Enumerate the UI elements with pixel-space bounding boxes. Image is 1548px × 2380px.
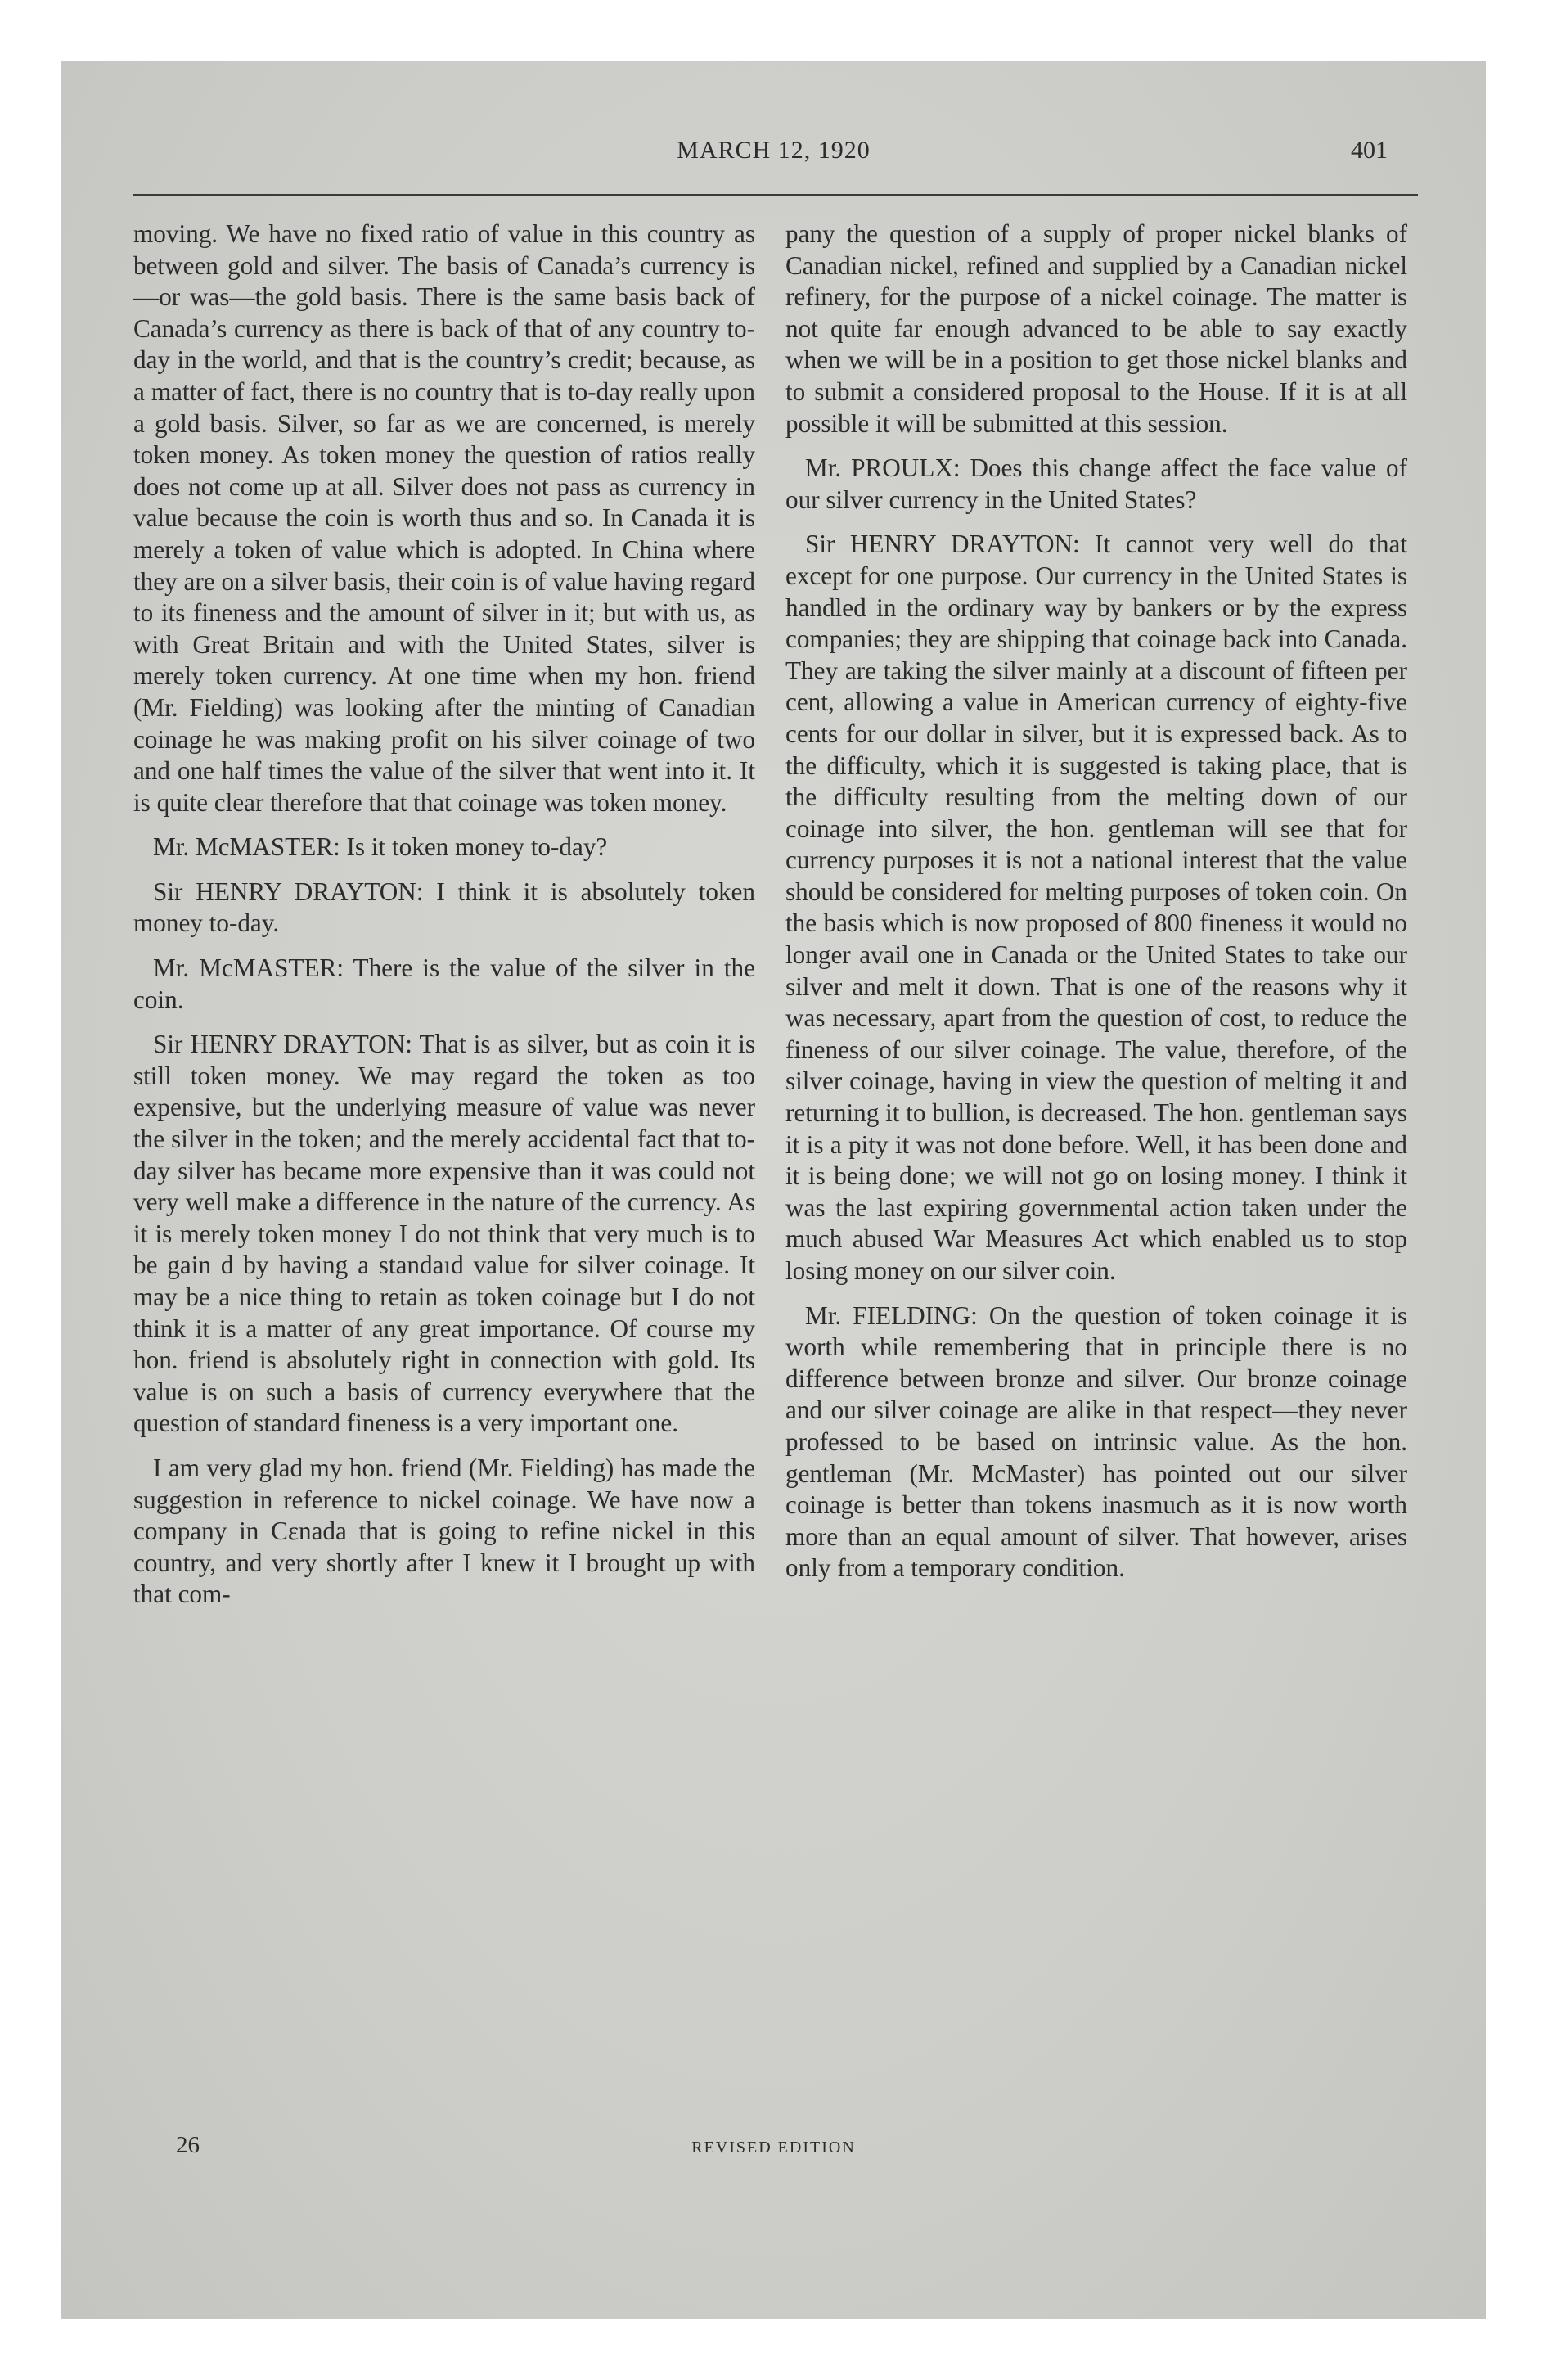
paragraph: Sir HENRY DRAYTON: It cannot very well do that except for one purpose. Our currency in the United States is handled in the ordinary way by bankers or by the express companies; they are shipping that coinage back into Canada. They are taking the silver mainly at a discount of fifteen per cent, allowing a value in American currency of eighty-five cents for our dollar in silver, but it is expressed back. As to the difficulty, which it is suggested is taking place, that is the difficulty resulting from the melting down of our coinage into silver, the hon. gentleman will see that for currency purposes it is not a national interest that the value should be considered for melting purposes of token coin. On the basis which is now proposed of 800 fineness it would no longer avail one in Canada or the United States to take our silver and melt it down. That is one of the reasons why it was necessary, apart from the question of cost, to reduce the fineness of our silver coinage. The value, therefore, of the silver coinage, having in view the question of melting it and returning it to bullion, is decreased. The hon. gentleman says it is a pity it was not done before. Well, it has been done and it is being done; we will not go on losing money. I think it was the last expiring governmental action taken under the much abused War Measures Act which enabled us to stop losing money on our silver coin. bbox=[785, 530, 1407, 1285]
paragraph: moving. We have no fixed ratio of value in this country as between gold and silver. The basis of Canada’s currency is—or was—the gold basis. There is the same basis back of Canada’s currency as there is back of that of any country to-day in the world, and that is the country’s credit; because, as a matter of fact, there is no country that is to-day really upon a gold basis. Silver, so far as we are concerned, is merely token money. As token money the question of ratios really does not come up at all. Silver does not pass as currency in value because the coin is worth thus and so. In Canada it is merely a token of value which is adopted. In China where they are on a silver basis, their coin is of value having regard to its fineness and the amount of silver in it; but with us, as with Great Britain and with the United States, silver is merely token currency. At one time when my hon. friend (Mr. Fielding) was looking after the minting of Canadian coinage he was making profit on his silver coinage of two and one half times the value of the silver that went into it. It is quite clear therefore that that coinage was token money. bbox=[133, 219, 755, 817]
right-column bbox=[785, 219, 1407, 1598]
header-rule bbox=[133, 194, 1418, 196]
paragraph: Mr. McMASTER: There is the value of the silver in the coin. bbox=[133, 953, 755, 1014]
paragraph: I am very glad my hon. friend (Mr. Fielding) has made the suggestion in reference to nickel coinage. We have now a company in Cεnada that is going to refine nickel in this country, and very shortly after I knew it I brought up with that com- bbox=[133, 1453, 755, 1609]
paragraph: Mr. McMASTER: Is it token money to-day? bbox=[153, 832, 608, 862]
edition-label: REVISED EDITION bbox=[691, 2139, 856, 2157]
paragraph: Sir HENRY DRAYTON: I think it is absolutely token money to-day. bbox=[133, 877, 755, 938]
paragraph: Sir HENRY DRAYTON: That is as silver, but as coin it is still token money. We may regard the token as too expensive, but the underlying measure of value was never the silver in the token; and the merely accidental fact that to-day silver has became more expensive than it was could not very well make a difference in the nature of the currency. As it is merely token money I do not think that very much is to be gain d by having a standaıd value for silver coinage. It may be a nice thing to retain as token coinage but I do not think it is a matter of any great importance. Of course my hon. friend is absolutely right in connection with gold. Its value is on such a basis of currency everywhere that the question of standard fineness is a very important one. bbox=[133, 1030, 755, 1438]
page-header bbox=[61, 137, 1486, 178]
scanned-page bbox=[61, 61, 1486, 2319]
signature-mark: 26 bbox=[176, 2132, 200, 2158]
page-number: 401 bbox=[1351, 137, 1388, 164]
paragraph: pany the question of a supply of proper nickel blanks of Canadian nickel, refined and supplied by a Canadian nickel refinery, for the purpose of a nickel coinage. The matter is not quite far enough advanced to be able to say exactly when we will be in a position to get those nickel blanks and to submit a considered proposal to the House. If it is at all possible it will be submitted at this session. bbox=[785, 219, 1407, 438]
paragraph: Mr. PROULX: Does this change affect the face value of our silver currency in the United States? bbox=[785, 453, 1407, 514]
paragraph: Mr. FIELDING: On the question of token coinage it is worth while remembering that in principle there is no difference between bronze and silver. Our bronze coinage and our silver coinage are alike in that respect—they never professed to be based on intrinsic value. As the hon. gentleman (Mr. McMaster) has pointed out our silver coinage is better than tokens inasmuch as it is now worth more than an equal amount of silver. That however, arises only from a temporary condition. bbox=[785, 1300, 1407, 1583]
left-column bbox=[133, 219, 755, 1624]
running-head: MARCH 12, 1920 bbox=[677, 137, 871, 164]
